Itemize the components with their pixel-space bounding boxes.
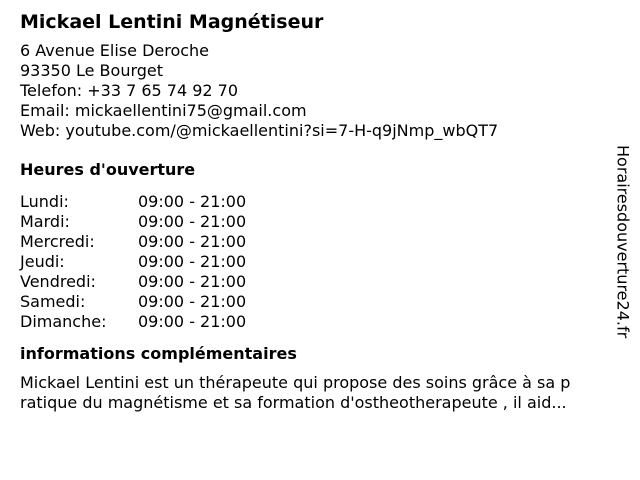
time-range: 09:00 - 21:00 — [138, 292, 247, 311]
description-line-2: ratique du magnétisme et sa formation d'ostheotherapeute , il aid... — [20, 393, 567, 412]
website-line: Web: youtube.com/@mickaellentini?si=7-H-q9jNmp_wbQT7 — [20, 121, 499, 140]
day-label: Mercredi: — [20, 232, 95, 251]
hours-row-friday — [20, 272, 616, 292]
hours-row-thursday — [20, 252, 616, 272]
time-range: 09:00 - 21:00 — [138, 212, 247, 231]
time-range: 09:00 - 21:00 — [138, 272, 247, 291]
day-label: Vendredi: — [20, 272, 96, 291]
business-card — [20, 10, 616, 413]
day-label: Lundi: — [20, 192, 69, 211]
day-label: Samedi: — [20, 292, 86, 311]
hours-row-sunday — [20, 312, 616, 332]
day-label: Mardi: — [20, 212, 70, 231]
additional-info-heading: informations complémentaires — [20, 344, 297, 363]
time-range: 09:00 - 21:00 — [138, 232, 247, 251]
additional-info-text — [20, 373, 616, 413]
day-label: Dimanche: — [20, 312, 107, 331]
opening-hours-heading: Heures d'ouverture — [20, 160, 196, 179]
time-range: 09:00 - 21:00 — [138, 192, 247, 211]
address-city: 93350 Le Bourget — [20, 61, 164, 80]
hours-row-monday — [20, 192, 616, 212]
contact-block — [20, 41, 616, 141]
hours-row-wednesday — [20, 232, 616, 252]
opening-hours-table — [20, 192, 616, 332]
address-street: 6 Avenue Elise Deroche — [20, 41, 210, 60]
email-line: Email: mickaellentini75@gmail.com — [20, 101, 307, 120]
description-line-1: Mickael Lentini est un thérapeute qui propose des soins grâce à sa p — [20, 373, 571, 392]
time-range: 09:00 - 21:00 — [138, 252, 247, 271]
hours-row-saturday — [20, 292, 616, 312]
time-range: 09:00 - 21:00 — [138, 312, 247, 331]
hours-row-tuesday — [20, 212, 616, 232]
site-watermark: Horairesdouverture24.fr — [613, 145, 633, 339]
business-name: Mickael Lentini Magnétiseur — [20, 11, 324, 33]
phone-line: Telefon: +33 7 65 74 92 70 — [20, 81, 239, 100]
day-label: Jeudi: — [20, 252, 65, 271]
